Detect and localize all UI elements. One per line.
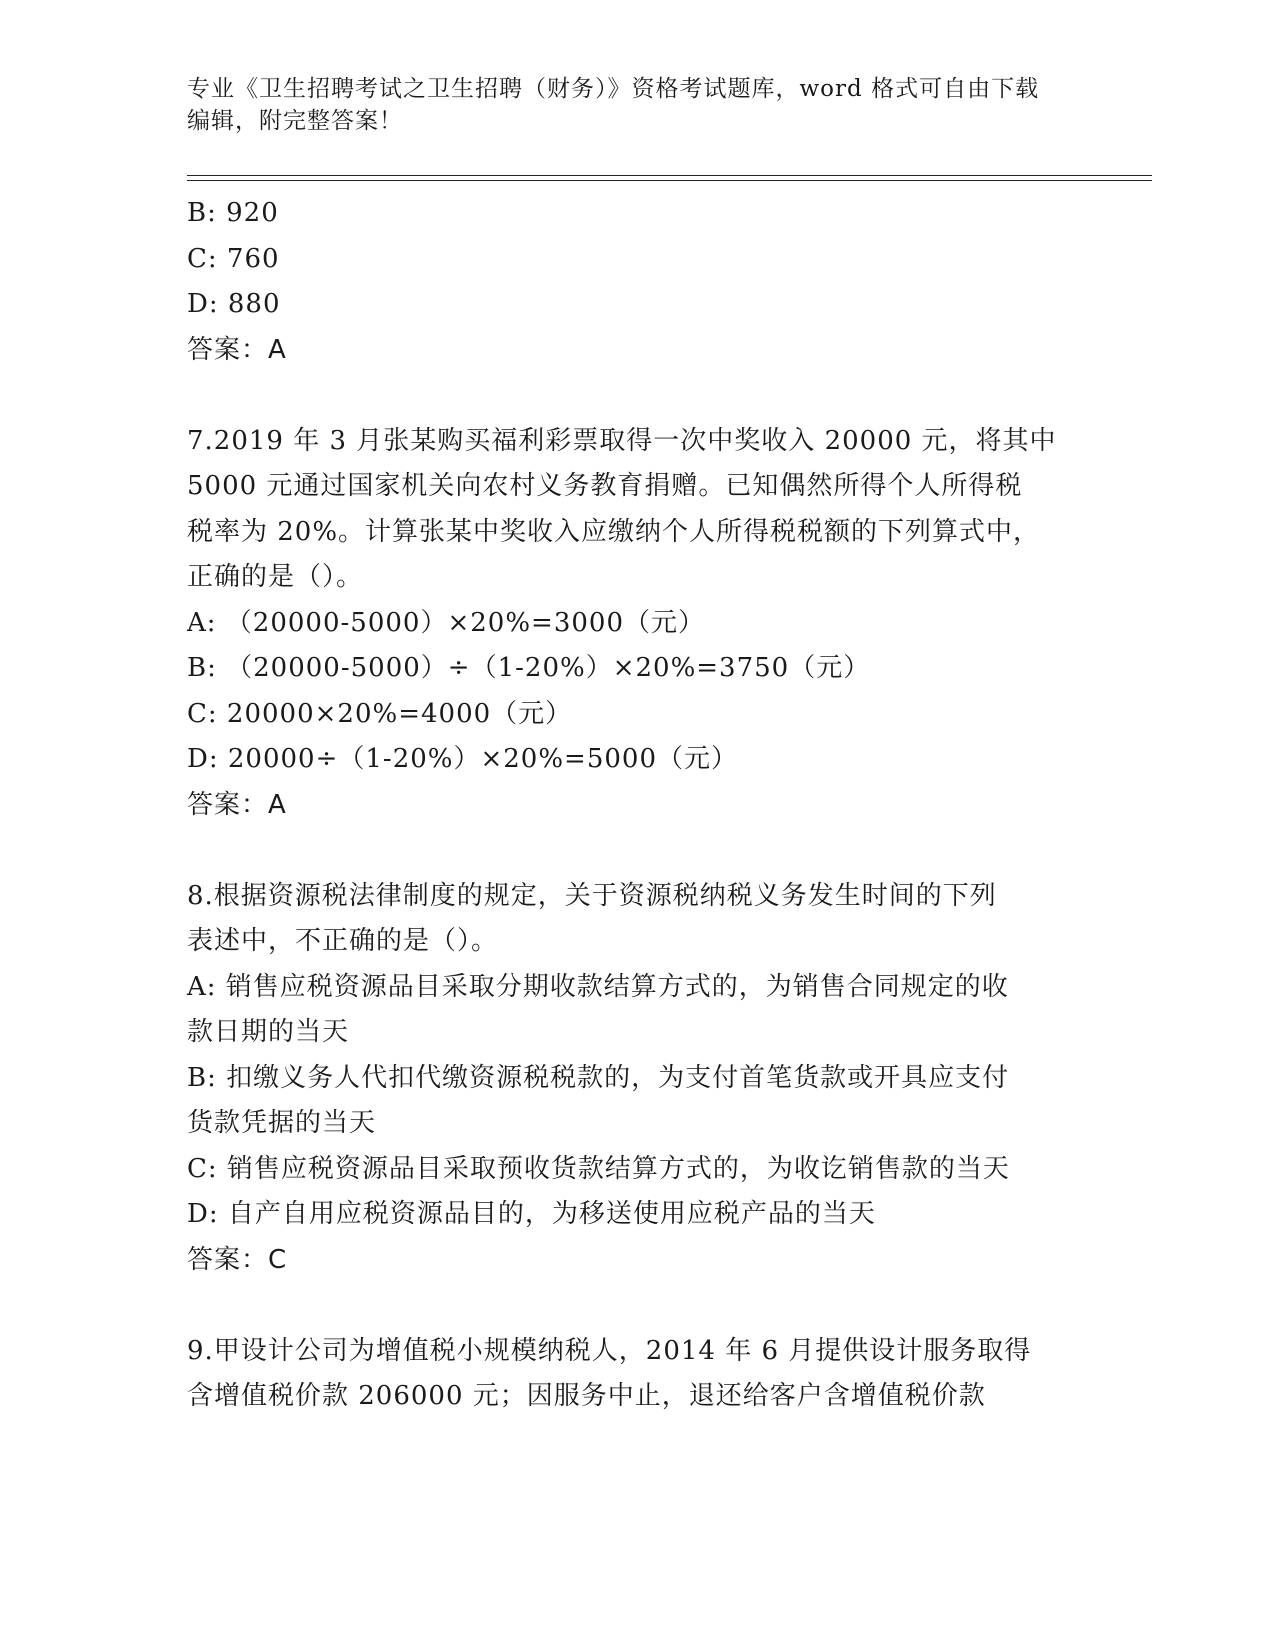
option-line: D: 自产自用应税资源品目的，为移送使用应税产品的当天 [187,1199,876,1229]
header-divider-top [187,175,1152,176]
question-content [187,191,1087,1420]
answer-line: 答案：A [187,334,287,365]
option-line: C: 销售应税资源品目采取预收货款结算方式的，为收讫销售款的当天 [187,1153,1010,1184]
question-7 [187,419,1087,829]
question-stem-line: 正确的是（）。 [187,562,364,592]
question-9 [187,1329,1087,1420]
option-line: A: 销售应税资源品目采取分期收款结算方式的，为销售合同规定的收 [187,971,1009,1002]
option-line: B: 扣缴义务人代扣代缴资源税税款的，为支付首笔货款或开具应支付 [187,1062,1010,1093]
question-8 [187,874,1087,1284]
question-spacer [187,1283,1087,1329]
header-divider-bottom [187,180,1152,181]
option-c: C: 760 [187,243,280,274]
question-stem-line: 8.根据资源税法律制度的规定，关于资源税纳税义务发生时间的下列 [187,880,997,911]
option-b: B: （20000-5000）÷（1-20%）×20%=3750（元） [187,653,871,683]
option-line: 款日期的当天 [187,1017,350,1047]
option-a: A: （20000-5000）×20%=3000（元） [187,607,705,638]
header-line-2: 编辑，附完整答案！ [187,108,403,134]
header-line-1: 专业《卫生招聘考试之卫生招聘（财务）》资格考试题库，word 格式可自由下载 [187,76,1040,102]
question-spacer [187,373,1087,419]
question-stem-line: 5000 元通过国家机关向农村义务教育捐赠。已知偶然所得个人所得税 [187,471,1023,501]
page-header [187,73,1067,137]
question-stem-line: 9.甲设计公司为增值税小规模纳税人，2014 年 6 月提供设计服务取得 [187,1335,1032,1366]
option-b: B: 920 [187,198,279,228]
question-stem-line: 税率为 20%。计算张某中奖收入应缴纳个人所得税税额的下列算式中， [187,516,1041,547]
answer-line: 答案：C [187,1244,288,1275]
question-spacer [187,828,1087,874]
question-stem-line: 表述中，不正确的是（）。 [187,926,499,956]
option-d: D: 880 [187,289,281,319]
option-d: D: 20000÷（1-20%）×20%=5000（元） [187,744,739,774]
question-6-continued [187,191,1087,373]
question-stem-line: 含增值税价款 206000 元；因服务中止，退还给客户含增值税价款 [187,1381,986,1411]
question-stem-line: 7.2019 年 3 月张某购买福利彩票取得一次中奖收入 20000 元，将其中 [187,425,1057,456]
option-c: C: 20000×20%=4000（元） [187,698,573,729]
option-line: 货款凭据的当天 [187,1108,377,1138]
answer-line: 答案：A [187,789,287,820]
